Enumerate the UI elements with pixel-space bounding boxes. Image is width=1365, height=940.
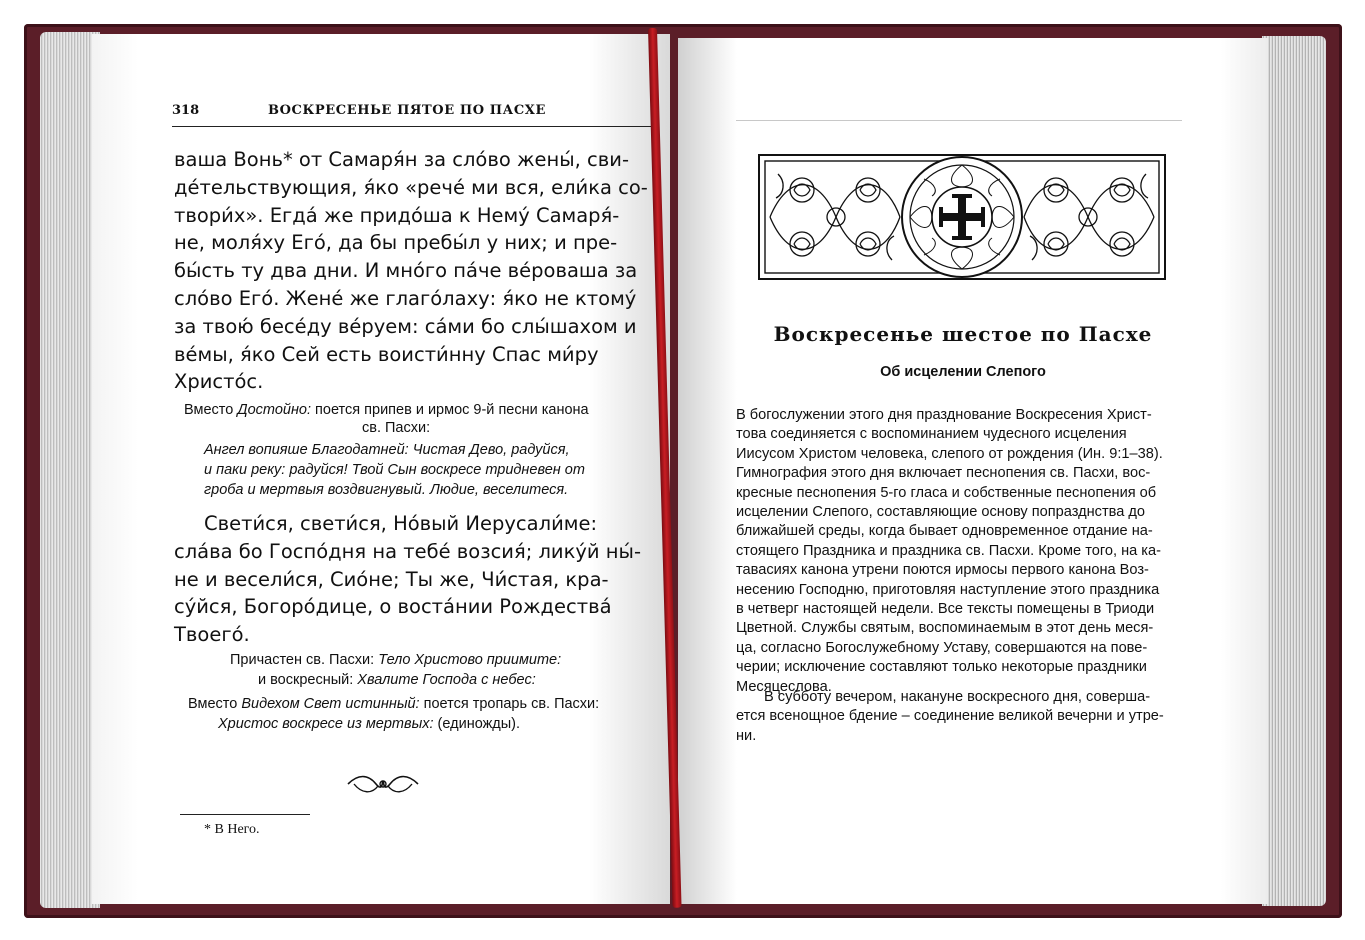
rubric-voskresny: и воскресный: Хвалите Господа с небес: [258, 672, 536, 688]
page-edges-right [1262, 36, 1326, 906]
flourish-ornament-icon [346, 772, 420, 796]
page-number: 318 [172, 103, 200, 118]
left-page [92, 34, 670, 904]
hymn-text: ваша Вонь* от Самаря́н за сло́во жены́, сви- де́тельствующия, я́ко «рече́ ми вся, ели́ка со- твори́х». Егда́ же придо́ша к Нему́ Самаря́- не, моля́ху Его́, да бы пребы́л у них; и пре- бы́сть ту два дни. И мно́го па́че ве́роваша за сло́во Его́. Жене́ же глаго́лаху: я́ко не ктому́ за твою́ бесе́ду ве́руем: са́ми бо слы́шахом и ве́мы, я́ко Сей есть воисти́нну Спас ми́ру Христо́с. [174, 148, 648, 394]
page-edges-left [40, 32, 100, 908]
rubric-prichasten: Причастен св. Пасхи: Тело Христово приимите: [230, 652, 562, 668]
feast-title: Воскресенье шестое по Пасхе [773, 322, 1153, 346]
paragraph-1: В богослужении этого дня празднование Воскресения Христ- това соединяется с воспоминанием чудесного исцеления Иисусом Христом человека, слепого от рождения (Ин. 9:1–38). Гимнография этого дня включает песнопения св. Пасхи, вос- кресные песнопения 5-го гласа и собственные песнопения об исцелении Слепого, составляющие основу попразднства до ближайшей среды, когда бывает одновременное отдание на- стоящего Праздника и праздника св. Пасхи. Кроме того, на ка- тавасиях канона утрени поются ирмосы первого канона Воз- несению Господню, приготовляя наступление этого праздника в четверг настоящей недели. Все тексты помещены в Триоди Цветной. Службы святым, воспоминаемым в этот день меся- ца, согласно Богослужебному Уставу, совершаются на пове- черии; исключение составляют только некоторые праздники Месяцеслова. [736, 407, 1163, 695]
footnote-rule [180, 814, 310, 815]
irmos-text: Свети́ся, свети́ся, Но́вый Иерусали́ме: сла́ва бо Госпо́дня на тебе́ возсия́; лику́й ны́- не и весели́ся, Сио́не; Ты же, Чи́стая, кра- су́йся, Богоро́дице, о воста́нии Рождества́ Твоего́. [174, 512, 641, 647]
running-head-right-rule [736, 100, 1182, 121]
rubric-dostoino: Вместо Достойно: поется припев и ирмос 9-й песни канона [184, 402, 589, 418]
rubric-videhom: Вместо Видехом Свет истинный: поется тропарь св. Пасхи: [188, 696, 600, 712]
rubric-dostoino-line2: св. Пасхи: [362, 420, 431, 436]
running-head-left [172, 100, 652, 127]
ornamental-cross-banner-icon [758, 154, 1166, 280]
right-page [678, 38, 1268, 904]
feast-subtitle: Об исцелении Слепого [880, 364, 1046, 380]
angel-vopiyashe: Ангел вопияше Благодатней: Чистая Дево, радуйся, и паки реку: радуйся! Твой Сын воскресе тридневен от гроба и мертвыя воздвигнувый. Людие, веселитеся. [204, 442, 585, 498]
rubric-hristos-voskrese: Христос воскресе из мертвых: (единожды). [218, 716, 521, 732]
footnote: * В Него. [204, 822, 260, 837]
paragraph-2: В субботу вечером, накануне воскресного дня, соверша- ется всенощное бдение – соединение великой вечерни и утре- ни. [736, 689, 1164, 744]
running-title: ВОСКРЕСЕНЬЕ ПЯТОЕ ПО ПАСХЕ [268, 103, 546, 118]
